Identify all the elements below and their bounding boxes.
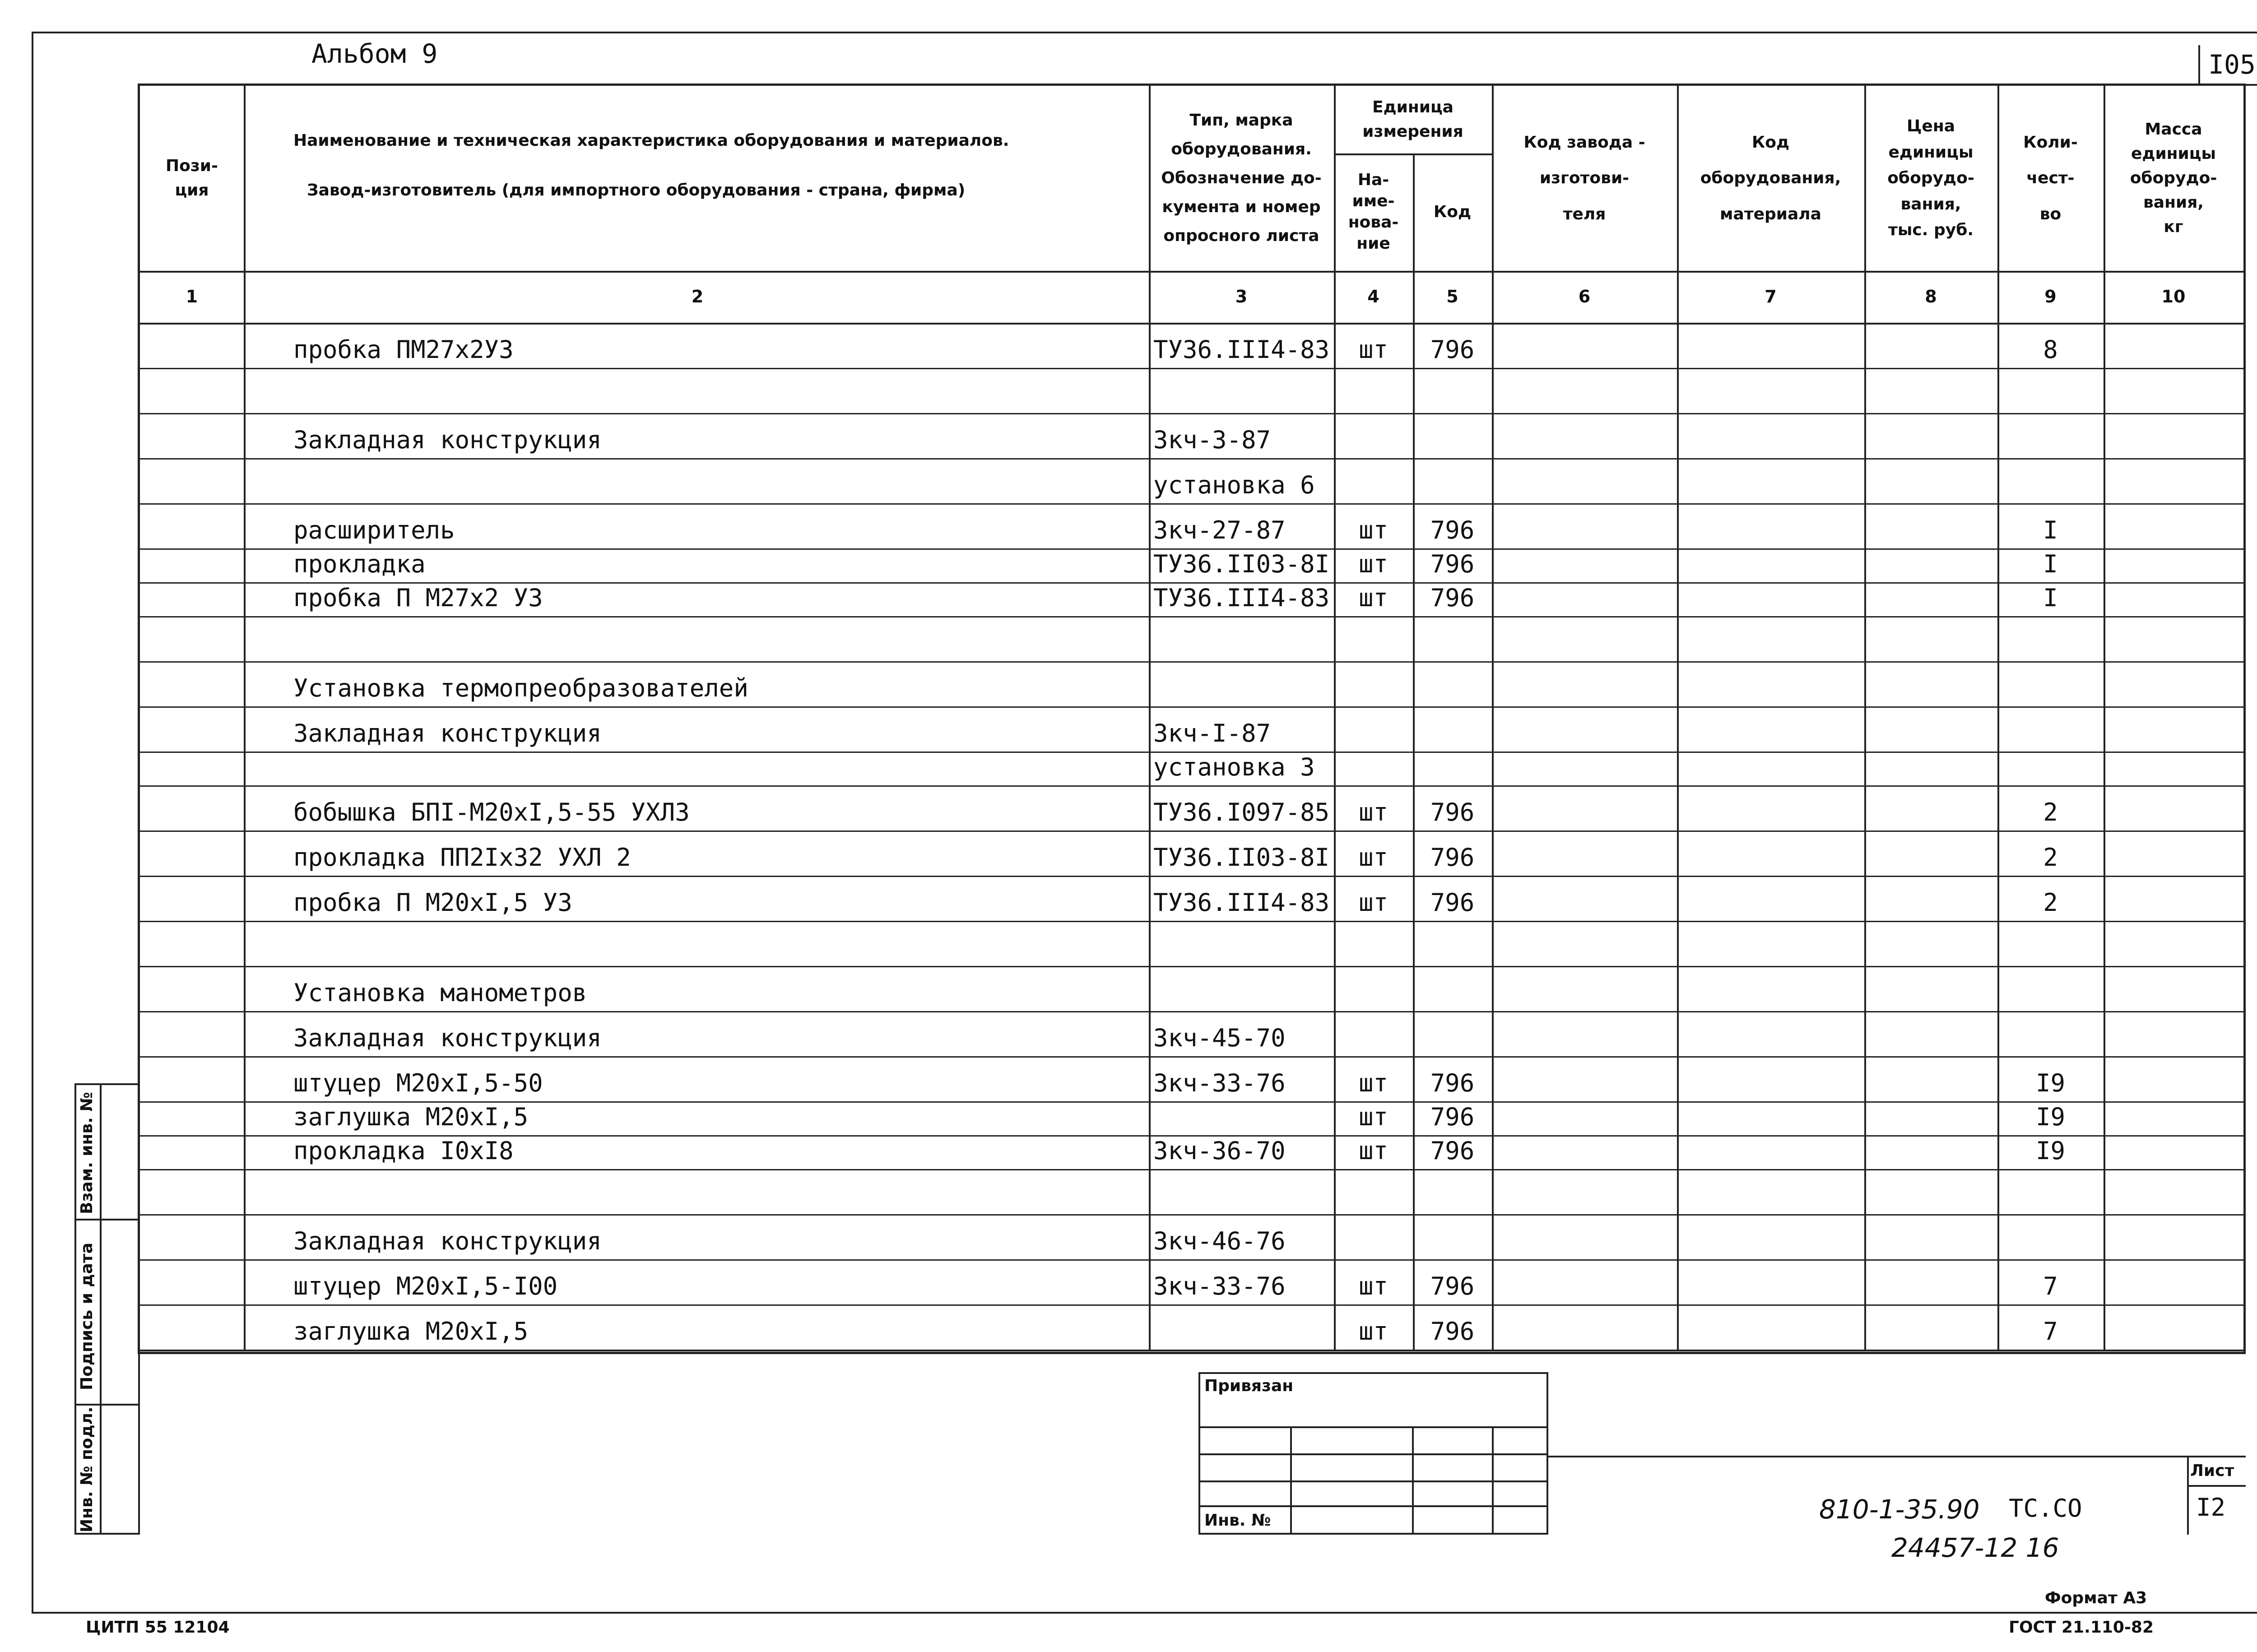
- header-factory-code: Код завода - изготови- теля: [1523, 133, 1645, 223]
- item-quantity: I9: [2035, 1103, 2066, 1131]
- header-separator: [138, 323, 2246, 325]
- header-manufacturer: Завод-изготовитель (для импортного оборудования - страна, фирма): [307, 181, 966, 200]
- item-unit-code: 796: [1430, 516, 1475, 544]
- item-document: ТУ36.I097-85: [1153, 798, 1330, 826]
- stamp-line: [1198, 1426, 1548, 1428]
- item-document: Зкч-3-87: [1153, 426, 1271, 454]
- sheet-number: I2: [2196, 1493, 2226, 1522]
- col-number-9: 9: [2044, 287, 2057, 306]
- gost-label: ГОСТ 21.110-82: [2009, 1618, 2154, 1637]
- col-number-6: 6: [1578, 287, 1591, 306]
- title-block-line: [2187, 1456, 2189, 1535]
- row-line: [138, 1011, 2246, 1012]
- col-number-7: 7: [1765, 287, 1777, 306]
- item-unit-code: 796: [1430, 1137, 1475, 1165]
- row-line: [138, 458, 2246, 459]
- row-line: [138, 1304, 2246, 1306]
- side-label-signature: Подпись и дата: [78, 1243, 96, 1390]
- item-document: Зкч-36-70: [1153, 1137, 1286, 1165]
- header-unit-code: Код: [1433, 203, 1472, 221]
- item-unit: шт: [1358, 335, 1389, 364]
- binding-label: Привязан: [1204, 1377, 1294, 1395]
- stamp-line: [1290, 1426, 1292, 1535]
- row-line: [138, 368, 2246, 369]
- item-unit-code: 796: [1430, 550, 1475, 578]
- stamp-line: [1198, 1453, 1548, 1455]
- header-name: Наименование и техническая характеристика оборудования и материалов.: [293, 131, 1009, 150]
- item-name: штуцер М20хI,5-I00: [293, 1272, 558, 1300]
- item-name: Закладная конструкция: [293, 1024, 602, 1052]
- row-line: [138, 921, 2246, 922]
- item-document: ТУ36.III4-83: [1153, 584, 1330, 612]
- column-line: [1677, 84, 1679, 1350]
- item-unit: шт: [1358, 798, 1389, 826]
- item-name: пробка ПМ27х2УЗ: [293, 335, 514, 364]
- row-line: [138, 706, 2246, 708]
- item-name: прокладка ПП2Iх32 УХЛ 2: [293, 843, 631, 872]
- item-name: Установка термопреобразователей: [293, 674, 748, 702]
- item-unit-code: 796: [1430, 843, 1475, 872]
- item-name: Закладная конструкция: [293, 719, 602, 747]
- item-quantity: I: [2043, 584, 2058, 612]
- item-document: ТУ36.III4-83: [1153, 335, 1330, 364]
- document-code: 810-1-35.90: [1819, 1494, 1980, 1525]
- row-line: [138, 1169, 2246, 1170]
- item-name: Закладная конструкция: [293, 1227, 602, 1255]
- col-number-1: 1: [186, 287, 198, 306]
- item-unit: шт: [1358, 584, 1389, 612]
- col-number-5: 5: [1446, 287, 1458, 306]
- item-unit-code: 796: [1430, 1317, 1475, 1346]
- side-stamp-divider: [74, 1404, 140, 1406]
- item-quantity: 7: [2043, 1317, 2058, 1346]
- row-line: [138, 661, 2246, 663]
- item-document: Зкч-45-70: [1153, 1024, 1286, 1052]
- item-unit: шт: [1358, 516, 1389, 544]
- item-quantity: I: [2043, 550, 2058, 578]
- item-unit: шт: [1358, 1103, 1389, 1131]
- col-number-10: 10: [2161, 287, 2186, 306]
- item-unit-code: 796: [1430, 584, 1475, 612]
- item-quantity: I9: [2035, 1137, 2066, 1165]
- item-name: прокладка I0хI8: [293, 1137, 514, 1165]
- item-quantity: I: [2043, 516, 2058, 544]
- item-name: Закладная конструкция: [293, 426, 602, 454]
- title-block-line: [1548, 1456, 2246, 1457]
- item-quantity: 2: [2043, 798, 2058, 826]
- item-unit-code: 796: [1430, 798, 1475, 826]
- title-block-line: [2187, 1485, 2246, 1487]
- album-label: Альбом 9: [311, 38, 438, 69]
- row-line: [138, 1350, 2246, 1351]
- item-document: ТУ36.III4-83: [1153, 888, 1330, 917]
- item-document: Зкч-33-76: [1153, 1272, 1286, 1300]
- item-unit: шт: [1358, 1069, 1389, 1097]
- item-unit: шт: [1358, 888, 1389, 917]
- item-quantity: 2: [2043, 888, 2058, 917]
- item-document: установка 3: [1153, 753, 1315, 781]
- item-document: Зкч-27-87: [1153, 516, 1286, 544]
- row-line: [138, 413, 2246, 414]
- column-line: [244, 84, 246, 1350]
- header-price: Цена единицы оборудо- вания, тыс. руб.: [1887, 117, 1974, 240]
- row-line: [138, 1214, 2246, 1216]
- item-document: ТУ36.II03-8I: [1153, 843, 1330, 872]
- header-quantity: Коли- чест- во: [2023, 133, 2078, 223]
- item-name: заглушка М20хI,5: [293, 1317, 529, 1346]
- item-document: Зкч-46-76: [1153, 1227, 1286, 1255]
- item-unit: шт: [1358, 843, 1389, 872]
- row-line: [138, 785, 2246, 787]
- header-separator: [138, 271, 2246, 273]
- header-position: Пози- ция: [166, 157, 218, 200]
- row-line: [138, 1259, 2246, 1261]
- item-name: прокладка: [293, 550, 426, 578]
- item-quantity: 8: [2043, 335, 2058, 364]
- header-unit: Единица измерения: [1362, 98, 1463, 141]
- item-unit: шт: [1358, 1272, 1389, 1300]
- row-line: [138, 966, 2246, 967]
- row-line: [138, 503, 2246, 505]
- item-name: заглушка М20хI,5: [293, 1103, 529, 1131]
- header-equipment-code: Код оборудования, материала: [1700, 133, 1841, 223]
- item-unit-code: 796: [1430, 335, 1475, 364]
- item-unit: шт: [1358, 1137, 1389, 1165]
- side-label-replaced-inv: Взам. инв. №: [78, 1092, 96, 1214]
- row-line: [138, 831, 2246, 832]
- sheet-label: Лист: [2190, 1462, 2234, 1480]
- header-mass: Масса единицы оборудо- вания, кг: [2130, 120, 2217, 236]
- item-document: Зкч-33-76: [1153, 1069, 1286, 1097]
- order-number: 24457-12 16: [1891, 1532, 2059, 1563]
- header-unit-name: На- име- нова- ние: [1348, 171, 1399, 253]
- item-name: расширитель: [293, 516, 455, 544]
- item-document: ТУ36.II03-8I: [1153, 550, 1330, 578]
- page-number: I05: [2198, 45, 2257, 86]
- side-stamp-divider: [74, 1219, 140, 1220]
- item-name: Установка манометров: [293, 979, 587, 1007]
- format-label: Формат А3: [2045, 1589, 2147, 1607]
- col-number-3: 3: [1235, 287, 1248, 306]
- item-name: пробка П М27х2 УЗ: [293, 584, 543, 612]
- print-code: ЦИТП 55 12104: [86, 1618, 230, 1637]
- column-line: [2104, 84, 2105, 1350]
- header-type: Тип, марка оборудования. Обозначение до- кумента и номер опросного листа: [1161, 111, 1322, 246]
- item-name: бобышка БПI-М20хI,5-55 УХЛЗ: [293, 798, 690, 826]
- col-number-4: 4: [1367, 287, 1379, 306]
- item-unit-code: 796: [1430, 1103, 1475, 1131]
- side-label-inv-original: Инв. № подл.: [78, 1406, 96, 1532]
- item-quantity: 2: [2043, 843, 2058, 872]
- row-line: [138, 1056, 2246, 1058]
- stamp-line: [1198, 1505, 1548, 1507]
- item-unit-code: 796: [1430, 1272, 1475, 1300]
- item-quantity: 7: [2043, 1272, 2058, 1300]
- item-document: установка 6: [1153, 471, 1315, 499]
- item-unit: шт: [1358, 1317, 1389, 1346]
- item-name: пробка П М20хI,5 УЗ: [293, 888, 572, 917]
- item-document: Зкч-I-87: [1153, 719, 1271, 747]
- item-unit-code: 796: [1430, 1069, 1475, 1097]
- stamp-line: [1412, 1426, 1414, 1535]
- column-line: [1492, 84, 1494, 1350]
- item-name: штуцер М20хI,5-50: [293, 1069, 543, 1097]
- stamp-line: [1198, 1480, 1548, 1482]
- item-unit: шт: [1358, 550, 1389, 578]
- item-unit-code: 796: [1430, 888, 1475, 917]
- row-line: [138, 616, 2246, 617]
- column-line: [1864, 84, 1866, 1350]
- col-number-2: 2: [691, 287, 704, 306]
- inventory-label: Инв. №: [1204, 1511, 1271, 1530]
- stamp-line: [1492, 1426, 1494, 1535]
- col-number-8: 8: [1925, 287, 1937, 306]
- document-suffix: ТС.СО: [2009, 1494, 2082, 1522]
- item-quantity: I9: [2035, 1069, 2066, 1097]
- row-line: [138, 876, 2246, 877]
